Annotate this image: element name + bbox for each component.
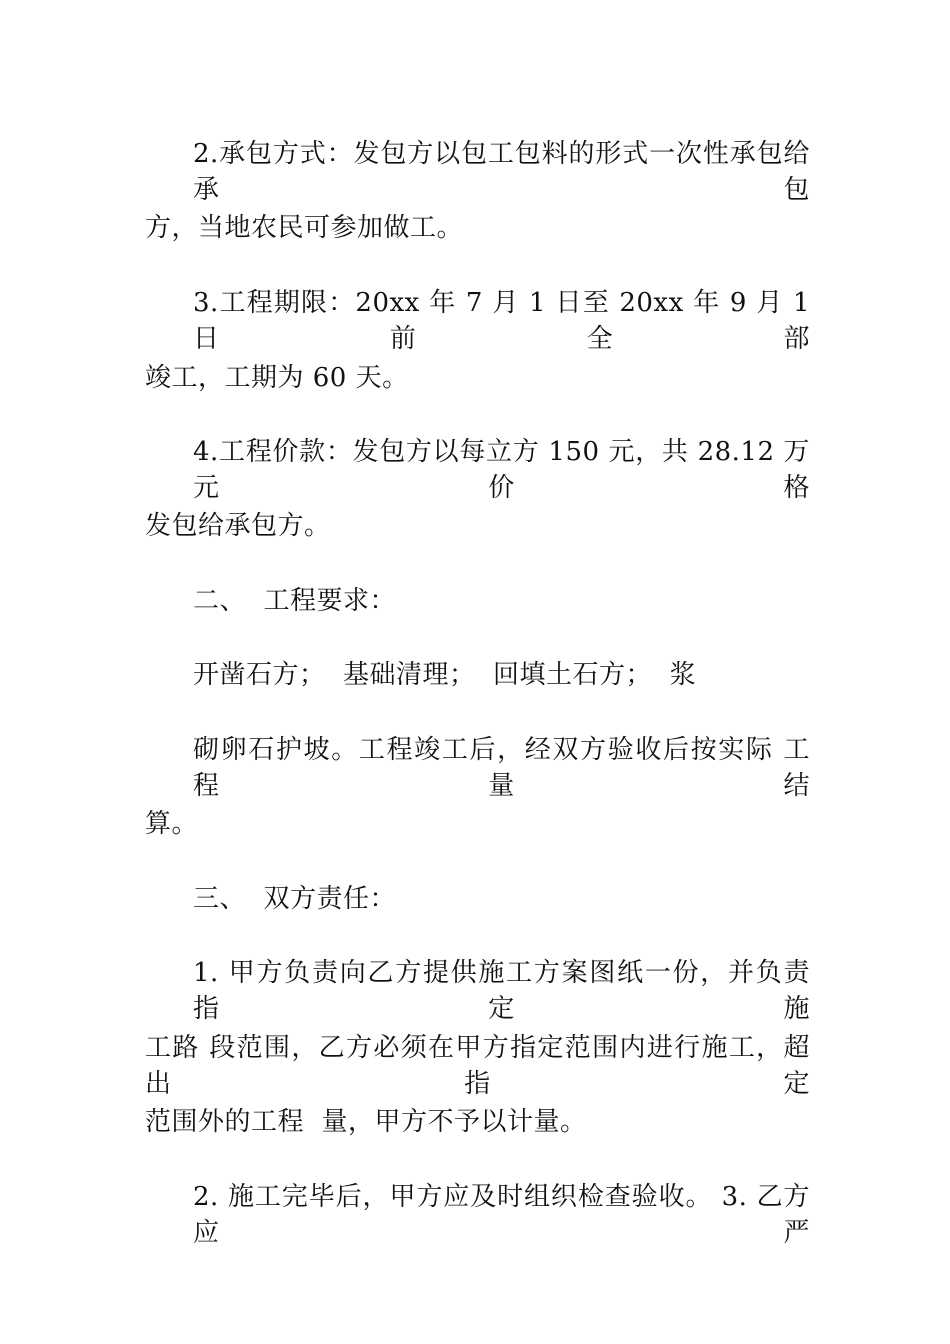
text-line: 工路 段范围，乙方必须在甲方指定范围内进行施工，超出指定 (145, 1033, 810, 1099)
text-line: 1. 甲方负责向乙方提供施工方案图纸一份，并负责指定施 (193, 958, 810, 1024)
text-line: 2. 施工完毕后，甲方应及时组织检查验收。 3. 乙方应严 (193, 1182, 810, 1248)
section-heading: 二、 工程要求： (193, 586, 397, 616)
text-line: 范围外的工程 量，甲方不予以计量。 (145, 1107, 587, 1137)
text-line: 砌卵石护坡。工程竣工后，经双方验收后按实际 工程量结 (193, 735, 810, 801)
text-line: 4.工程价款：发包方以每立方 150 元，共 28.12 万元价格 (193, 437, 810, 503)
text-line: 竣工，工期为 60 天。 (145, 363, 409, 393)
text-line: 方，当地农民可参加做工。 (145, 213, 464, 243)
text-line: 开凿石方； 基础清理； 回填土石方； 浆 (193, 660, 697, 690)
section-heading: 三、 双方责任： (193, 884, 397, 914)
text-line: 2.承包方式：发包方以包工包料的形式一次性承包给承包 (193, 139, 810, 205)
text-line: 发包给承包方。 (145, 511, 331, 541)
text-line: 3.工程期限：20xx 年 7 月 1 日至 20xx 年 9 月 1 日前全部 (193, 288, 810, 354)
text-line: 算。 (145, 809, 199, 839)
